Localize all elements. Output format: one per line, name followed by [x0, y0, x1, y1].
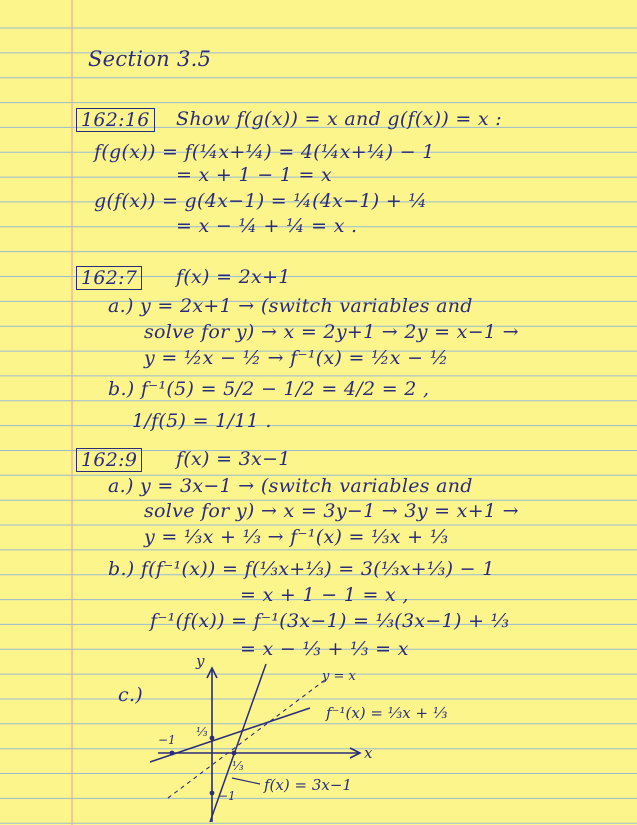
problem-statement: Show f(g(x)) = x and g(f(x)) = x : [176, 108, 502, 130]
label-pointer [232, 778, 260, 784]
math-line: f(g(x)) = f(¼x+¼) = 4(¼x+¼) − 1 [94, 141, 435, 163]
math-line: solve for y) → x = 2y+1 → 2y = x−1 → [144, 321, 519, 343]
problem-number: 162:9 [76, 448, 142, 472]
problem-number: 162:16 [76, 108, 155, 132]
tick-label-third-y: ⅓ [196, 725, 208, 739]
function-definition: f(x) = 3x−1 [176, 448, 291, 470]
math-line: y = ½x − ½ → f⁻¹(x) = ½x − ½ [144, 347, 449, 369]
x-axis-label: x [364, 744, 373, 762]
math-line: a.) y = 2x+1 → (switch variables and [108, 295, 473, 317]
point-y-neg1 [210, 791, 215, 796]
part-label: c.) [118, 684, 143, 706]
point-neg1 [170, 751, 175, 756]
math-line: y = ⅓x + ⅓ → f⁻¹(x) = ⅓x + ⅓ [144, 526, 449, 548]
y-axis-label: y [196, 652, 205, 670]
math-line: g(f(x)) = g(4x−1) = ¼(4x−1) + ¼ [94, 190, 428, 212]
tick-label-neg1-x: −1 [158, 733, 176, 747]
point-x-third [232, 751, 237, 756]
math-line: b.) f⁻¹(5) = 5/2 − 1/2 = 4/2 = 2 , [108, 378, 430, 400]
math-line: = x + 1 − 1 = x , [240, 584, 409, 606]
math-line: a.) y = 3x−1 → (switch variables and [108, 475, 473, 497]
function-graph [150, 650, 448, 825]
math-line: 1/f(5) = 1/11 . [132, 410, 272, 432]
math-line: solve for y) → x = 3y−1 → 3y = x+1 → [144, 500, 519, 522]
math-line: = x + 1 − 1 = x [176, 164, 333, 186]
function-definition: f(x) = 2x+1 [176, 266, 291, 288]
math-line: b.) f(f⁻¹(x)) = f(⅓x+⅓) = 3(⅓x+⅓) − 1 [108, 558, 495, 580]
tick-label-third-x: ⅓ [232, 759, 244, 773]
function-label: f(x) = 3x−1 [264, 776, 352, 794]
diagonal-label: y = x [322, 669, 356, 684]
math-line: f⁻¹(f(x)) = f⁻¹(3x−1) = ⅓(3x−1) + ⅓ [150, 610, 510, 632]
math-line: = x − ⅓ + ⅓ = x [240, 638, 409, 660]
inverse-function-label: f⁻¹(x) = ⅓x + ⅓ [326, 704, 448, 722]
point-y-third [210, 736, 215, 741]
problem-number: 162:7 [76, 266, 142, 290]
math-line: = x − ¼ + ¼ = x . [176, 215, 358, 237]
tick-label-neg1-y: −1 [218, 789, 236, 803]
section-title: Section 3.5 [88, 47, 212, 71]
